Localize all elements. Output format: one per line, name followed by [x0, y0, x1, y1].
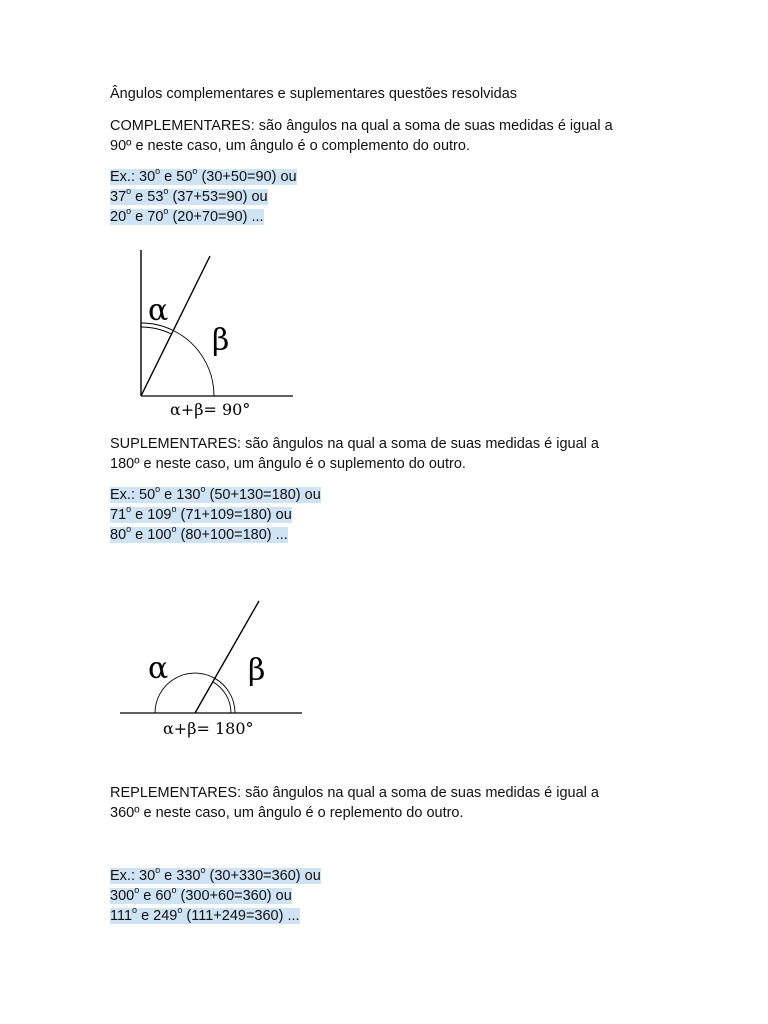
sum-caption: α+β= 180°: [163, 719, 254, 738]
suplementares-example-2: 71$^o$ e 109$^o$ (71+109=180) ou: [110, 504, 292, 523]
replementares-example-1: Ex.: 30$^o$ e 330$^o$ (30+330=360) ou: [110, 865, 321, 884]
beta-arc-outer: [215, 678, 235, 713]
beta-label: β: [212, 323, 230, 358]
replementares-example-3: 111$^o$ e 249$^o$ (111+249=360) ...: [110, 905, 300, 924]
complementares-example-3: 20$^o$ e 70$^o$ (20+70=90) ...: [110, 206, 264, 225]
complementares-example-2: 37$^o$ e 53$^o$ (37+53=90) ou: [110, 186, 268, 205]
beta-label: β: [248, 653, 266, 688]
suplementares-example-1: Ex.: 50$^o$ e 130$^o$ (50+130=180) ou: [110, 484, 321, 503]
complementares-definition-line1: COMPLEMENTARES: são ângulos na qual a soma de suas medidas é igual a: [110, 118, 613, 134]
replementares-definition-line1: REPLEMENTARES: são ângulos na qual a soma de suas medidas é igual a: [110, 785, 599, 801]
suplementares-definition-line2: 180º e neste caso, um ângulo é o suplemento do outro.: [110, 456, 466, 472]
page-title: Ângulos complementares e suplementares questões resolvidas: [110, 86, 518, 102]
replementares-definition-line2: 360º e neste caso, um ângulo é o replemento do outro.: [110, 805, 464, 821]
replementares-example-2: 300$^o$ e 60$^o$ (300+60=360) ou: [110, 885, 292, 904]
suplementares-example-3: 80$^o$ e 100$^o$ (80+100=180) ...: [110, 524, 288, 543]
complementares-example-1: Ex.: 30$^o$ e 50$^o$ (30+50=90) ou: [110, 166, 297, 185]
suplementares-definition-line1: SUPLEMENTARES: são ângulos na qual a soma de suas medidas é igual a: [110, 436, 599, 452]
sum-caption: α+β= 90°: [170, 400, 251, 419]
alpha-label: α: [148, 293, 169, 328]
complementares-definition-line2: 90º e neste caso, um ângulo é o complemento do outro.: [110, 138, 470, 154]
alpha-label: α: [148, 651, 169, 686]
beta-arc-inner: [213, 682, 231, 713]
